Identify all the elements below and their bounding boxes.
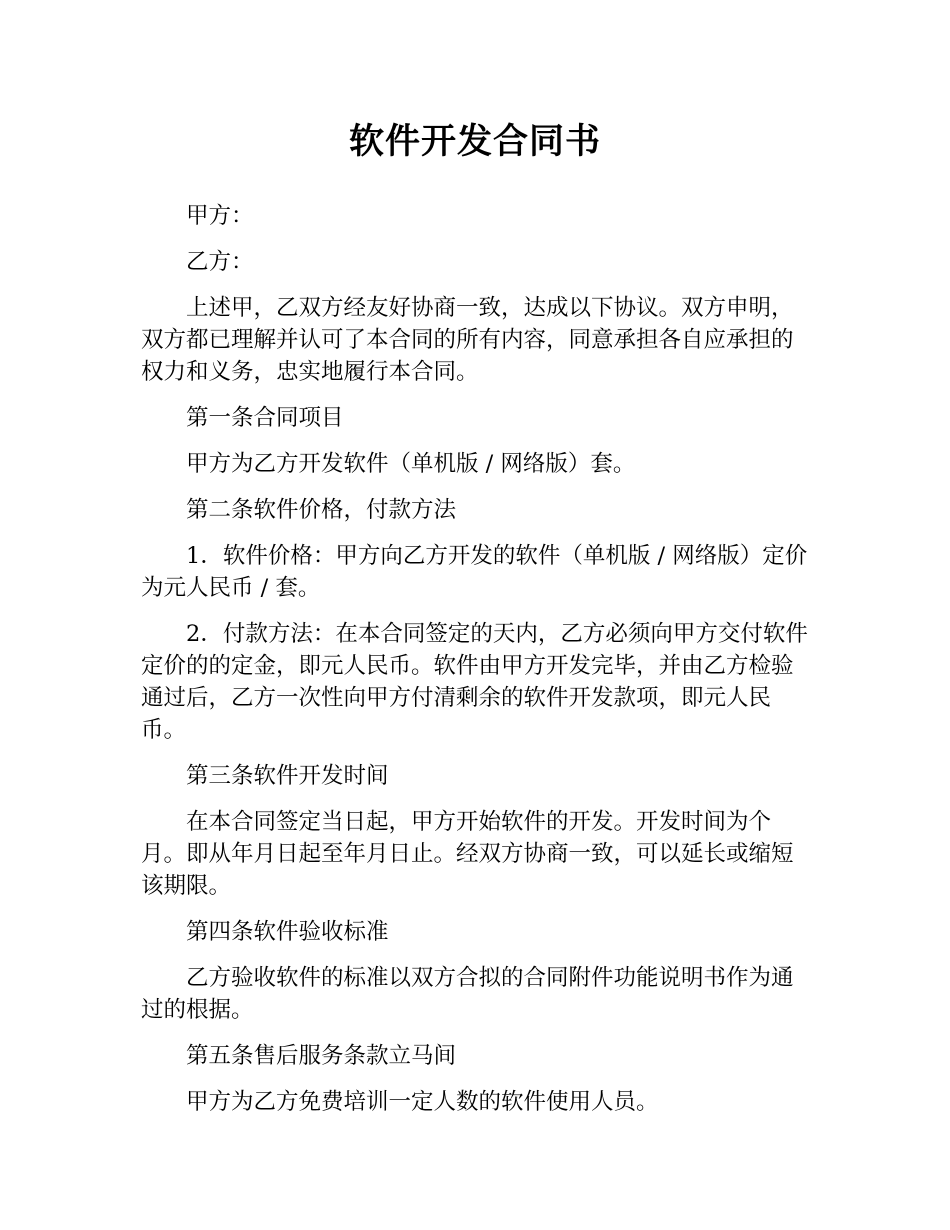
document-body: [141, 200, 811, 1132]
article-3-heading: 第三条软件开发时间: [186, 763, 389, 789]
article-5-text: 甲方为乙方免费培训一定人数的软件使用人员。: [186, 1089, 659, 1115]
article-4-heading: 第四条软件验收标准: [186, 919, 389, 945]
article-2-item-1: 1．软件价格：甲方向乙方开发的软件（单机版 / 网络版）定价为元人民币 / 套。: [141, 543, 808, 601]
party-a-line: 甲方：: [186, 203, 254, 229]
article-1-text: 甲方为乙方开发软件（单机版 / 网络版）套。: [186, 451, 636, 477]
article-2-item-2: 2．付款方法：在本合同签定的天内，乙方必须向甲方交付软件定价的的定金，即元人民币。软件由甲方开发完毕，并由乙方检验通过后，乙方一次性向甲方付清剩余的软件开发款项，即元人民币。: [141, 621, 808, 743]
party-b-line: 乙方：: [186, 249, 254, 275]
article-1-heading: 第一条合同项目: [186, 405, 344, 431]
article-4-text: 乙方验收软件的标准以双方合拟的合同附件功能说明书作为通过的根据。: [141, 965, 794, 1023]
article-5-heading: 第五条售后服务条款立马间: [186, 1043, 457, 1069]
document-title: 软件开发合同书: [348, 122, 601, 162]
preamble-paragraph: 上述甲，乙双方经友好协商一致，达成以下协议。双方申明，双方都已理解并认可了本合同的所有内容，同意承担各自应承担的权力和义务，忠实地履行本合同。: [141, 295, 794, 385]
article-2-heading: 第二条软件价格，付款方法: [186, 497, 457, 523]
article-3-text: 在本合同签定当日起，甲方开始软件的开发。开发时间为个月。即从年月日起至年月日止。经双方协商一致，可以延长或缩短该期限。: [141, 809, 794, 899]
